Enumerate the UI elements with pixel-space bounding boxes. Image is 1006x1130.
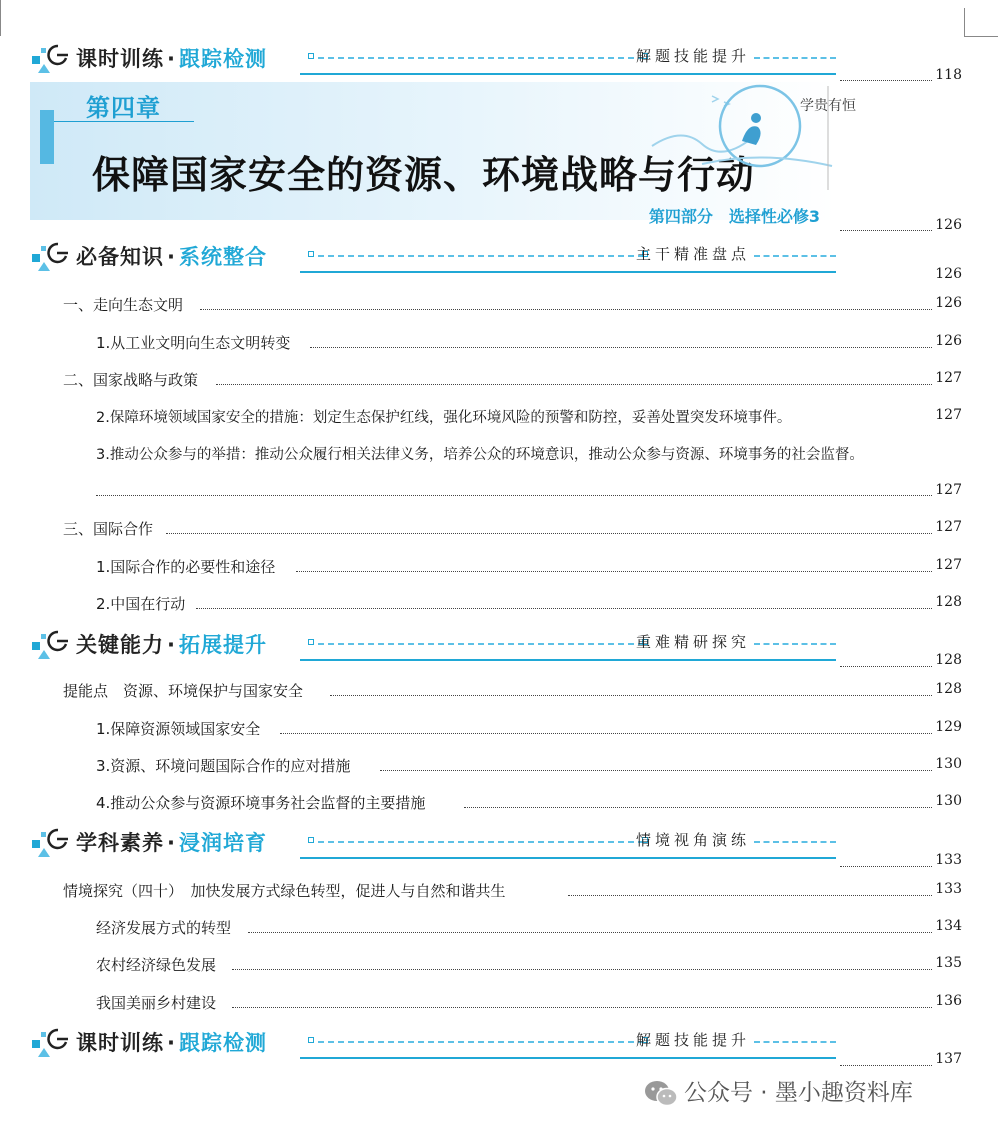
banner-dash-line bbox=[318, 255, 644, 257]
banner-page-number: 137 bbox=[935, 1051, 962, 1067]
toc-leader bbox=[280, 733, 932, 734]
banner-square-marker bbox=[308, 251, 314, 257]
toc-entry[interactable]: 三、国际合作 bbox=[63, 520, 154, 538]
toc-page: 134 bbox=[935, 918, 962, 934]
toc-entry[interactable]: 1.从工业文明向生态文明转变 bbox=[96, 334, 291, 352]
toc-leader bbox=[330, 695, 932, 696]
banner-title bbox=[76, 827, 267, 857]
banner-dash-line bbox=[318, 57, 644, 59]
banner-dash-line-right bbox=[754, 1041, 836, 1043]
banner-dash-line-right bbox=[754, 57, 836, 59]
banner-square-marker bbox=[308, 837, 314, 843]
banner-dash-line-right bbox=[754, 643, 836, 645]
toc-entry[interactable]: 3.推动公众参与的举措：推动公众履行相关法律义务，培养公众的环境意识，推动公众参与资源、环境事务的社会监督。 bbox=[96, 447, 864, 463]
toc-leader bbox=[840, 1065, 932, 1066]
toc-leader bbox=[296, 571, 932, 572]
toc-entry[interactable]: 2.中国在行动 bbox=[96, 595, 186, 613]
banner-title-dark: 课时训练 bbox=[76, 47, 164, 71]
banner-title bbox=[76, 241, 267, 271]
toc-leader bbox=[200, 309, 932, 310]
toc-leader bbox=[166, 533, 932, 534]
banner-sep: · bbox=[167, 47, 176, 71]
section-banner-1 bbox=[30, 40, 836, 76]
toc-page: 127 bbox=[935, 370, 962, 386]
toc-entry[interactable]: 2.保障环境领域国家安全的措施：划定生态保护红线，强化环境风险的预警和防控，妥善处置突发环境事件。 bbox=[96, 410, 792, 426]
crop-mark-right bbox=[964, 8, 965, 36]
section-banner-2 bbox=[30, 238, 836, 274]
banner-title bbox=[76, 43, 267, 73]
banner-title-accent: 浸润培育 bbox=[178, 831, 267, 855]
toc-entry[interactable]: 提能点 资源、环境保护与国家安全 bbox=[63, 682, 304, 700]
toc-entry[interactable]: 情境探究（四十） 加快发展方式绿色转型，促进人与自然和谐共生 bbox=[63, 882, 506, 900]
toc-leader bbox=[840, 866, 932, 867]
banner-underline bbox=[300, 857, 836, 859]
banner-logo-icon bbox=[30, 628, 70, 660]
toc-leader bbox=[568, 895, 932, 896]
banner-title-accent: 跟踪检测 bbox=[178, 47, 267, 71]
toc-leader bbox=[464, 807, 932, 808]
banner-sep: · bbox=[167, 1031, 176, 1055]
banner-logo-icon bbox=[30, 826, 70, 858]
toc-entry[interactable]: 3.资源、环境问题国际合作的应对措施 bbox=[96, 757, 351, 775]
toc-entry[interactable]: 1.保障资源领域国家安全 bbox=[96, 720, 261, 738]
chapter-header bbox=[30, 82, 856, 220]
banner-title bbox=[76, 1027, 267, 1057]
banner-dash-line bbox=[318, 1041, 644, 1043]
toc-page: 127 bbox=[935, 519, 962, 535]
banner-dash-line bbox=[318, 841, 644, 843]
toc-page: 127 bbox=[935, 407, 962, 423]
toc-page: 128 bbox=[935, 681, 962, 697]
banner-title-accent: 拓展提升 bbox=[178, 633, 267, 657]
banner-sep: · bbox=[167, 633, 176, 657]
toc-leader bbox=[380, 770, 932, 771]
chapter-part-label: 第四部分 选择性必修3 bbox=[648, 207, 820, 226]
watermark bbox=[644, 1074, 913, 1108]
banner-square-marker bbox=[308, 639, 314, 645]
banner-dash-line bbox=[318, 643, 644, 645]
toc-page: 128 bbox=[935, 594, 962, 610]
chapter-page-number: 126 bbox=[935, 217, 962, 233]
toc-leader bbox=[232, 969, 932, 970]
banner-title-dark: 关键能力 bbox=[76, 633, 164, 657]
section-banner-3 bbox=[30, 626, 836, 662]
banner-page-number: 133 bbox=[935, 852, 962, 868]
section-banner-4 bbox=[30, 824, 836, 860]
banner-page-number: 126 bbox=[935, 266, 962, 282]
toc-entry[interactable]: 农村经济绿色发展 bbox=[96, 956, 217, 974]
banner-right-label: 重难精研探究 bbox=[635, 633, 750, 651]
banner-dash-line-right bbox=[754, 255, 836, 257]
chapter-accent-bar bbox=[40, 110, 54, 164]
toc-leader bbox=[840, 230, 932, 231]
section-banner-5 bbox=[30, 1024, 836, 1060]
chapter-decoration-icon bbox=[642, 86, 856, 190]
toc-entry[interactable]: 一、走向生态文明 bbox=[63, 296, 184, 314]
toc-page: 130 bbox=[935, 793, 962, 809]
toc-page: 127 bbox=[935, 482, 962, 498]
banner-sep: · bbox=[167, 831, 176, 855]
toc-leader bbox=[248, 932, 932, 933]
toc-page: 127 bbox=[935, 557, 962, 573]
toc-page: 130 bbox=[935, 756, 962, 772]
banner-underline bbox=[300, 1057, 836, 1059]
banner-underline bbox=[300, 271, 836, 273]
toc-page: 136 bbox=[935, 993, 962, 1009]
crop-mark-right-h bbox=[964, 36, 998, 37]
toc-leader bbox=[216, 384, 932, 385]
chapter-title: 保障国家安全的资源、环境战略与行动 bbox=[92, 152, 756, 197]
banner-logo-icon bbox=[30, 1026, 70, 1058]
banner-title-dark: 课时训练 bbox=[76, 1031, 164, 1055]
toc-leader bbox=[196, 608, 932, 609]
banner-square-marker bbox=[308, 1037, 314, 1043]
banner-right-label: 情境视角演练 bbox=[635, 831, 750, 849]
banner-underline bbox=[300, 73, 836, 75]
toc-entry[interactable]: 1.国际合作的必要性和途径 bbox=[96, 558, 276, 576]
banner-sep: · bbox=[167, 245, 176, 269]
banner-right-label: 解题技能提升 bbox=[635, 1031, 750, 1049]
banner-dash-line-right bbox=[754, 841, 836, 843]
toc-page: 126 bbox=[935, 295, 962, 311]
banner-title-accent: 系统整合 bbox=[178, 245, 267, 269]
toc-entry[interactable]: 4.推动公众参与资源环境事务社会监督的主要措施 bbox=[96, 794, 426, 812]
banner-title-accent: 跟踪检测 bbox=[178, 1031, 267, 1055]
toc-entry[interactable]: 二、国家战略与政策 bbox=[63, 371, 199, 389]
toc-page: 133 bbox=[935, 881, 962, 897]
banner-page-number: 128 bbox=[935, 652, 962, 668]
banner-square-marker bbox=[308, 53, 314, 59]
banner-right-label: 主干精准盘点 bbox=[635, 245, 750, 263]
decor-text-1: 学贵有恒 bbox=[800, 98, 856, 114]
banner-logo-icon bbox=[30, 42, 70, 74]
banner-right-label: 解题技能提升 bbox=[635, 47, 750, 65]
toc-page: 129 bbox=[935, 719, 962, 735]
banner-page-number: 118 bbox=[935, 67, 962, 83]
toc-leader bbox=[310, 347, 932, 348]
banner-title bbox=[76, 629, 267, 659]
chapter-number-underline bbox=[54, 121, 194, 122]
watermark-text: 公众号 · 墨小趣资料库 bbox=[684, 1080, 913, 1106]
toc-leader bbox=[840, 666, 932, 667]
banner-underline bbox=[300, 659, 836, 661]
toc-entry[interactable]: 我国美丽乡村建设 bbox=[96, 994, 217, 1012]
banner-title-dark: 必备知识 bbox=[76, 245, 164, 269]
wechat-icon bbox=[644, 1080, 678, 1108]
toc-leader bbox=[232, 1007, 932, 1008]
toc-page: 135 bbox=[935, 955, 962, 971]
toc-page: 126 bbox=[935, 333, 962, 349]
chapter-number: 第四章 bbox=[86, 94, 161, 122]
toc-leader bbox=[840, 80, 932, 81]
banner-logo-icon bbox=[30, 240, 70, 272]
toc-leader bbox=[96, 495, 932, 496]
toc-entry[interactable]: 经济发展方式的转型 bbox=[96, 919, 232, 937]
banner-title-dark: 学科素养 bbox=[76, 831, 164, 855]
crop-mark-left bbox=[0, 0, 1, 36]
